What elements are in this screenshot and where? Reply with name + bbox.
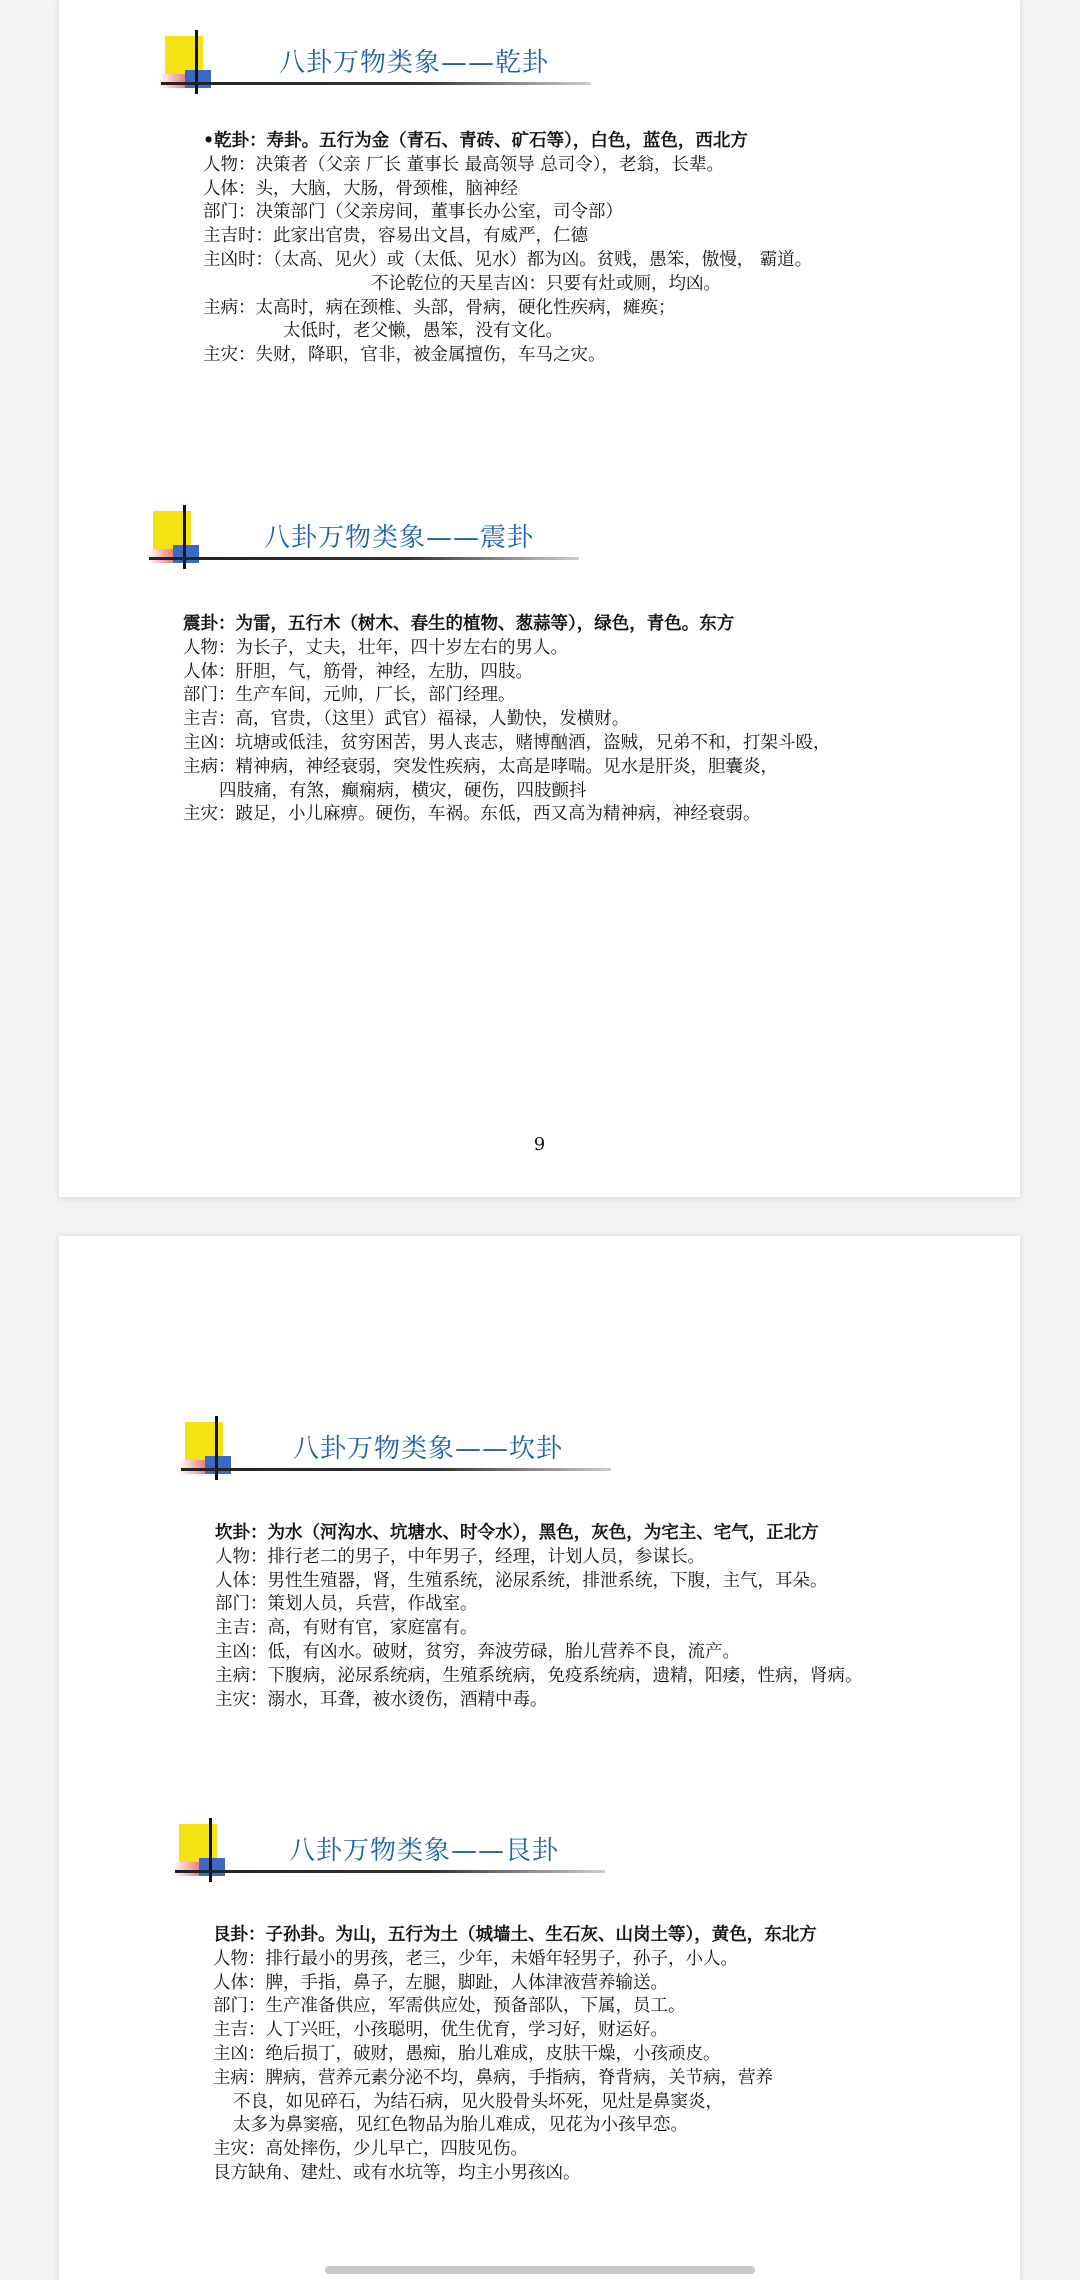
colorful-square-logo [139,505,249,585]
page-number: 9 [533,1134,546,1155]
section-title: 八卦万物类象——乾卦 [279,48,550,78]
header-underline [149,557,579,560]
text-line: 部门：生产准备供应，军需供应处，预备部队，下属，员工。 [213,1996,686,2017]
text-line: 不良，如见碎石，为结石病，见火股骨头坏死，见灶是鼻窦炎， [233,2091,723,2112]
text-line: •乾卦：寿卦。五行为金（青石、青砖、矿石等），白色，蓝色，西北方 [203,131,748,151]
logo-blue-square [205,1456,231,1474]
section-body [203,130,1051,368]
scroll-indicator[interactable] [325,2266,755,2274]
section-body [183,613,1039,827]
text-line: 人体：头，大脑，大肠，骨颈椎，脑神经 [203,178,518,199]
text-line: 艮方缺角、建灶、或有水坑等，均主小男孩凶。 [213,2162,581,2183]
text-line: 主病：太高时，病在颈椎、头部，骨病，硬化性疾病，瘫痪； [203,297,676,318]
section-zhen [139,505,1039,827]
text-line: 主吉时：此家出官贵，容易出文昌，有威严，仁德 [203,226,588,247]
text-line: 主病：脾病，营养元素分泌不均，鼻病，手指病，脊背病，关节病，营养 [213,2067,773,2088]
colorful-square-logo [151,30,261,110]
text-line: 坎卦：为水（河沟水、坑塘水、时令水），黑色，灰色，为宅主、宅气，正北方 [215,1523,819,1543]
section-title: 八卦万物类象——坎卦 [293,1434,564,1464]
section-header [171,1416,1071,1496]
text-line: 震卦：为雷，五行木（树木、春生的植物、葱蒜等），绿色，青色。东方 [183,614,735,634]
text-line: 主凶：绝后损丁，破财，愚痴，胎儿难成，皮肤干燥，小孩顽皮。 [213,2043,721,2064]
text-line: 主吉：高，官贵，（这里）武官）福禄，人勤快，发横财。 [183,709,630,730]
text-line: 人物：排行最小的男孩，老三，少年，未婚年轻男子，孙子，小人。 [213,1948,738,1969]
text-line: 主凶：坑塘或低洼，贫穷困苦，男人丧志，赌博酗酒，盗贼，兄弟不和，打架斗殴， [183,732,831,753]
section-gen [165,1818,1065,2186]
logo-blue-square [199,1858,225,1876]
colorful-square-logo [165,1818,275,1898]
text-line: 人物：排行老二的男子，中年男子，经理，计划人员，参谋长。 [215,1546,705,1567]
text-line: 人体：男性生殖器，肾，生殖系统，泌尿系统，排泄系统，下腹，主气，耳朵。 [215,1570,828,1591]
text-line: 人物：为长子，丈夫，壮年，四十岁左右的男人。 [183,637,568,658]
section-header [165,1818,1065,1898]
section-kan [171,1416,1071,1712]
text-line: 主灾：失财，降职，官非，被金属擅伤，车马之灾。 [203,345,606,366]
text-line: 人物：决策者（父亲 厂长 董事长 最高领导 总司令），老翁，长辈。 [203,154,724,175]
section-qian [151,30,1051,368]
section-header [151,30,1051,110]
text-line: 主灾：高处摔伤，少儿早亡，四肢见伤。 [213,2139,528,2160]
header-underline [161,82,591,85]
text-line: 主凶：低，有凶水。破财，贫穷，奔波劳碌，胎儿营养不良，流产。 [215,1641,740,1662]
text-line: 不论乾位的天星吉凶：只要有灶或厕，均凶。 [371,273,721,294]
text-line: 部门：生产车间，元帅，厂长，部门经理。 [183,685,516,706]
text-line: 主病：下腹病，泌尿系统病，生殖系统病，免疫系统病，遗精，阳痿，性病，肾病。 [215,1665,863,1686]
text-line: 主灾：跛足，小儿麻痹。硬伤，车祸。东低，西又高为精神病，神经衰弱。 [183,804,761,825]
text-line: 艮卦：子孙卦。为山，五行为土（城墙土、生石灰、山岗土等），黄色，东北方 [213,1925,817,1945]
logo-blue-square [185,70,211,88]
text-line: 四肢痛，有煞，癫痫病，横灾，硬伤，四肢颤抖 [219,780,587,801]
text-line: 太低时，老父懒，愚笨，没有文化。 [283,321,563,342]
text-line: 部门：决策部门（父亲房间，董事长办公室，司令部） [203,202,623,223]
section-body [213,1924,1065,2186]
header-underline [175,1870,605,1873]
text-line: 主吉：人丁兴旺，小孩聪明，优生优育，学习好，财运好。 [213,2020,668,2041]
text-line: 人体：肝胆，气，筋骨，神经，左肋，四肢。 [183,661,533,682]
text-line: 部门：策划人员，兵营，作战室。 [215,1594,478,1615]
text-line: 太多为鼻窦癌，见红色物品为胎儿难成，见花为小孩早恋。 [233,2115,688,2136]
section-title: 八卦万物类象——震卦 [264,523,535,553]
colorful-square-logo [171,1416,281,1496]
section-body [215,1522,1071,1712]
document-page-9 [59,0,1020,1197]
logo-blue-square [173,545,199,563]
section-title: 八卦万物类象——艮卦 [289,1836,560,1866]
text-line: 主吉：高，有财有官，家庭富有。 [215,1618,478,1639]
text-line: 人体：脾，手指，鼻子，左腿，脚趾，人体津液营养输送。 [213,1972,668,1993]
section-header [139,505,1039,585]
document-page-10 [59,1236,1020,2280]
header-underline [181,1468,611,1471]
text-line: 主灾：溺水，耳聋，被水烫伤，酒精中毒。 [215,1689,548,1710]
text-line: 主凶时：（太高、见火）或（太低、见水）都为凶。贫贱，愚笨，傲慢， 霸道。 [203,249,813,270]
text-line: 主病：精神病，神经衰弱，突发性疾病，太高是哮喘。见水是肝炎，胆囊炎， [183,756,778,777]
